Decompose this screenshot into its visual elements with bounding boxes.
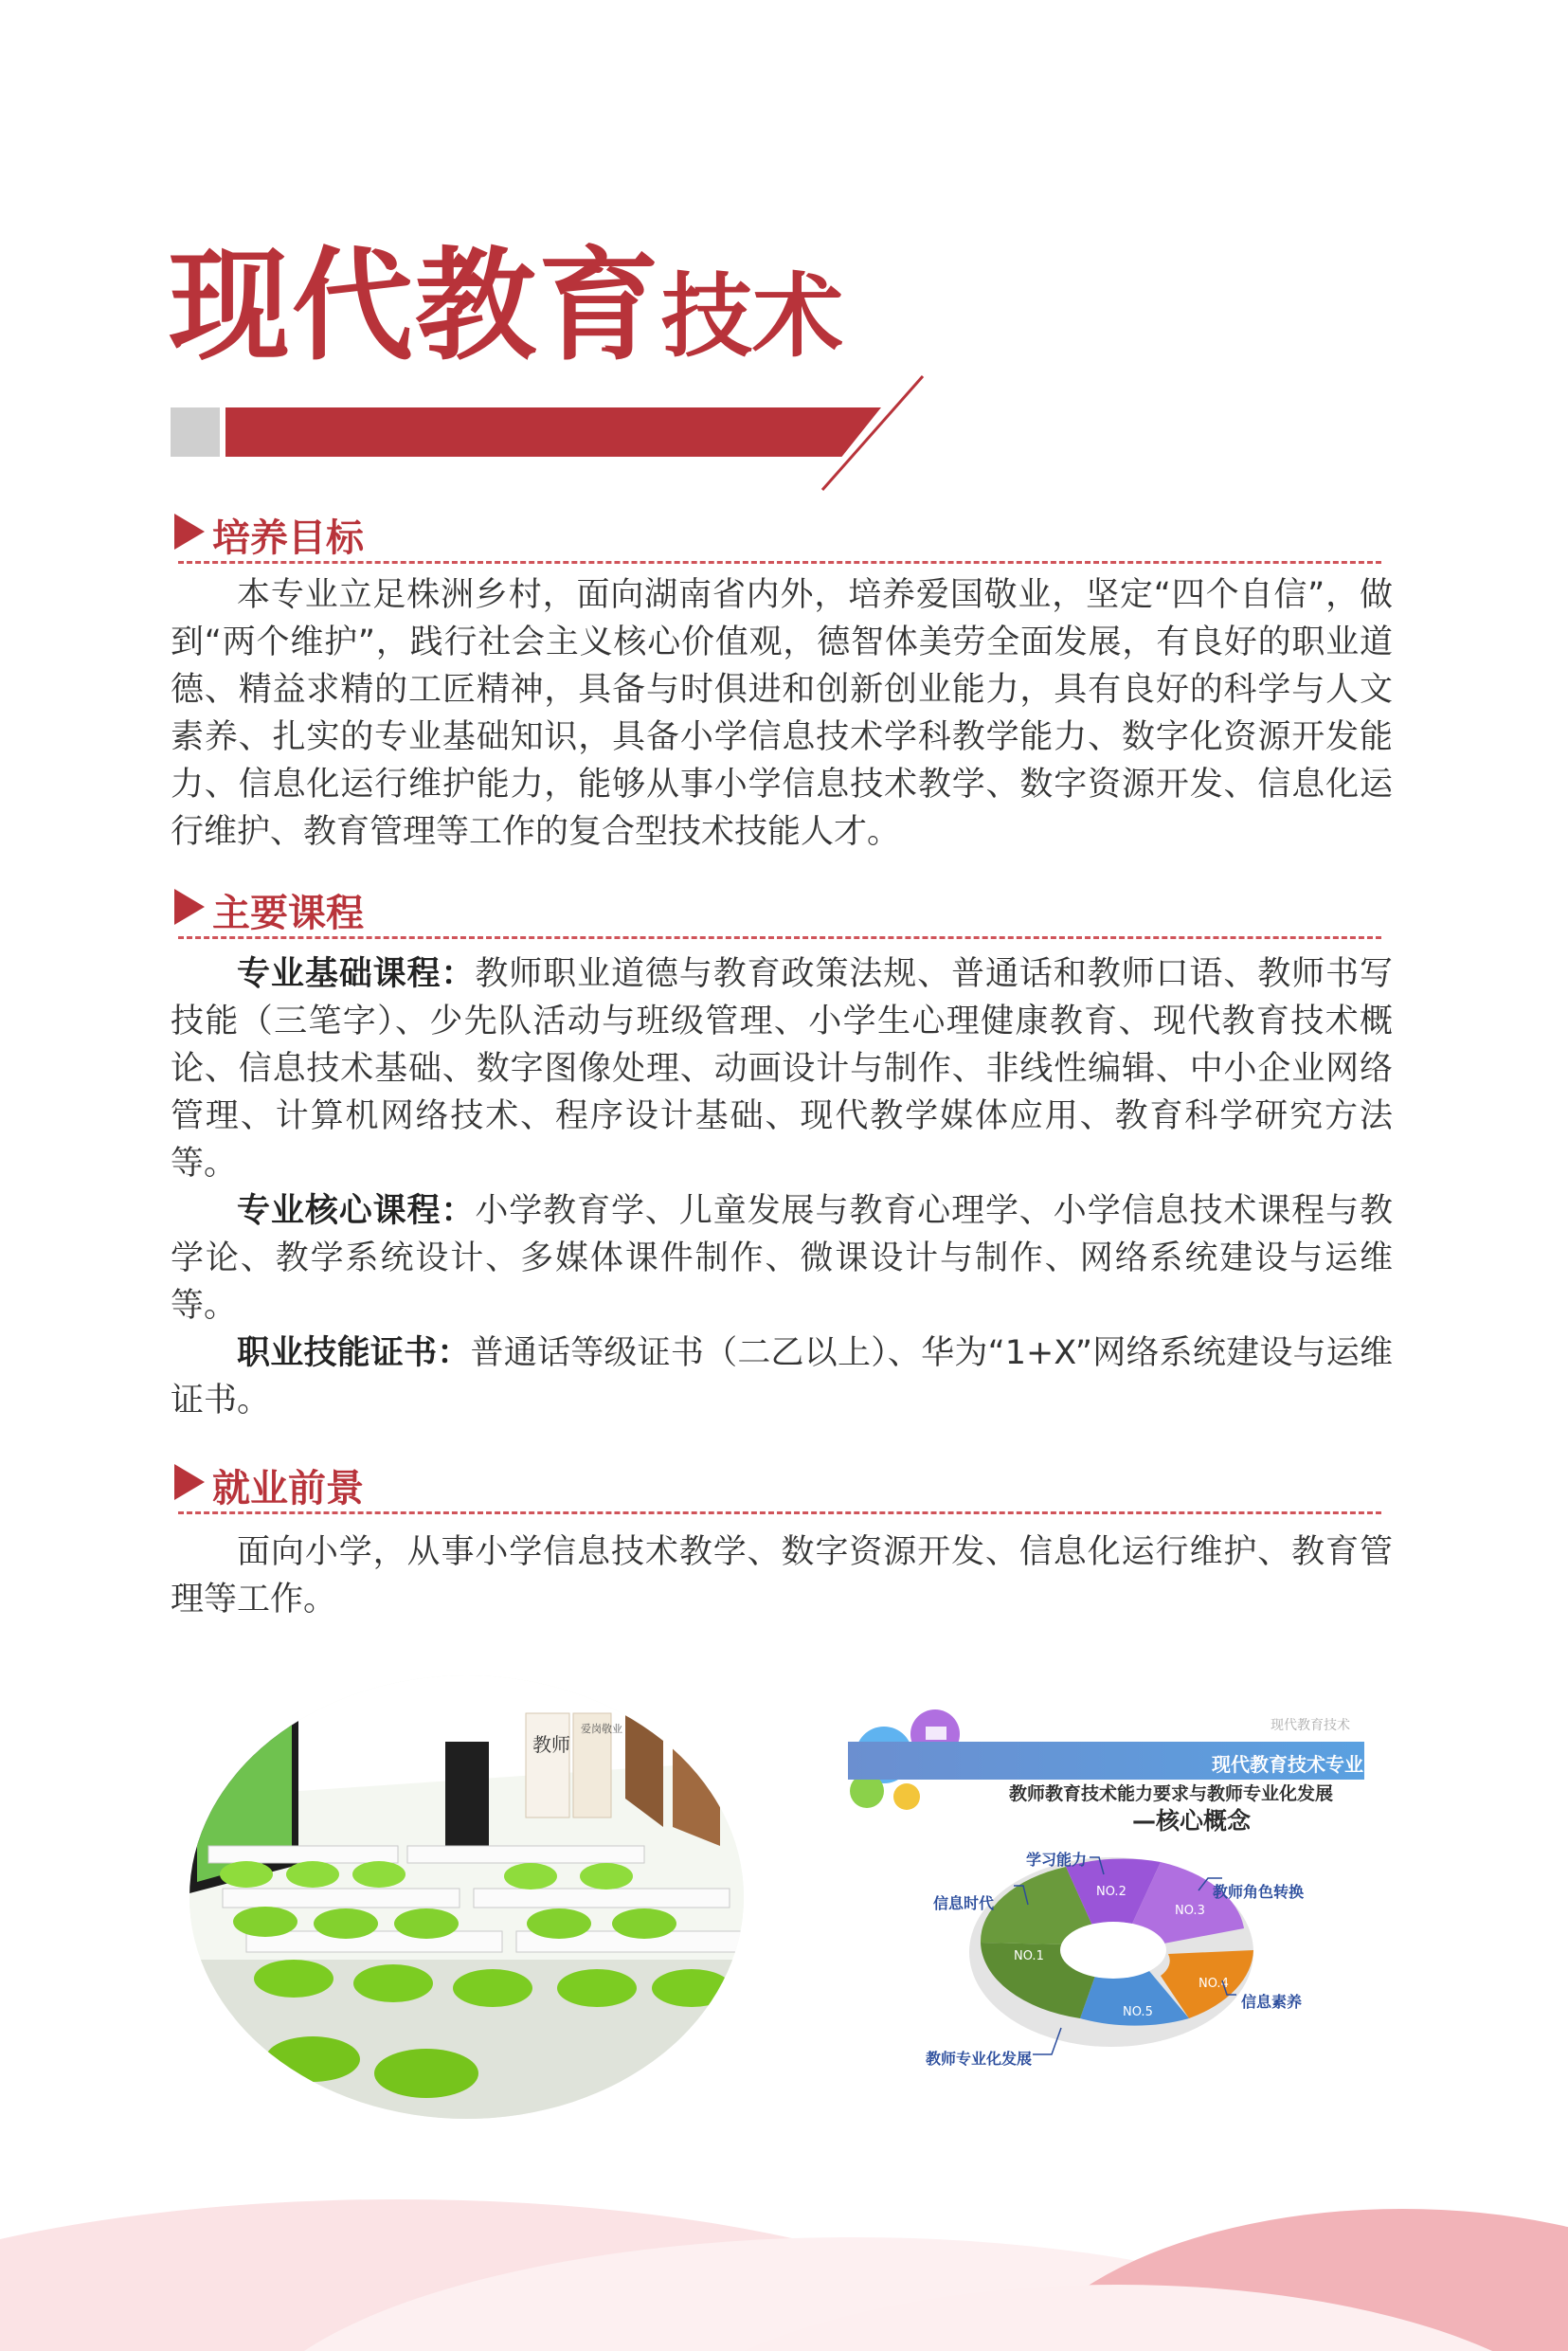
page-title-suffix: 技术 [661,263,844,370]
segment-label-no5: NO.5 [1123,2005,1153,2019]
section-goal-heading [171,504,1402,561]
label-info-literacy: 信息素养 [1241,1993,1303,2011]
certificate-paragraph [171,1329,1393,1424]
dashed-divider [178,561,1381,564]
section-courses-title: 主要课程 [212,892,364,935]
core-courses-paragraph [171,1187,1393,1329]
triangle-bullet-icon [174,889,205,925]
section-career-title: 就业前景 [212,1467,364,1510]
page-title [169,236,844,377]
concept-chart-card [848,1706,1379,2094]
title-slash [817,374,930,493]
career-paragraph: 面向小学，从事小学信息技术教学、数字资源开发、信息化运行维护、教育管理等工作。 [171,1533,1393,1619]
classroom-photo [189,1675,744,2119]
chart-core-concept: —核心概念 [1132,1807,1252,1835]
title-bar-gray [171,407,220,457]
label-info-era: 信息时代 [933,1894,995,1912]
triangle-bullet-icon [174,514,205,550]
basic-courses-paragraph [171,950,1393,1187]
segment-label-no3: NO.3 [1175,1904,1205,1918]
goal-paragraph: 本专业立足株洲乡村，面向湖南省内外，培养爱国敬业，坚定“四个自信”，做到“两个维护”，践行社会主义核心价值观，德智体美劳全面发展，有良好的职业道德、精益求精的工匠精神，具备与时俱进和创新创业能力，具有良好的科学与人文素养、扎实的专业基础知识，具备小学信息技术学科教学能力、数字化资源开发能力、信息化运行维护能力，能够从事小学信息技术教学、数字资源开发、信息化运行维护、教育管理等工作的复合型技术技能人才。 [171,576,1393,851]
label-learning-ability: 学习能力 [1026,1851,1088,1869]
triangle-bullet-icon [174,1464,205,1500]
title-bar-red [225,407,881,457]
basic-courses-label: 专业基础课程： [237,955,476,993]
chart-subtitle: 教师教育技术能力要求与教师专业化发展 [1009,1783,1334,1804]
section-career-heading [171,1455,1402,1511]
segment-label-no4: NO.4 [1199,1977,1229,1991]
section-courses-heading [171,879,1402,936]
label-teacher-role: 教师角色转换 [1213,1883,1305,1901]
segment-label-no2: NO.2 [1096,1885,1126,1899]
classroom-sign-text: 教师 [532,1733,570,1756]
certificate-label: 职业技能证书： [237,1334,471,1372]
classroom-sign-text-2: 爱岗敬业 [581,1723,622,1735]
dashed-divider [178,1511,1381,1514]
chart-banner-text: 现代教育技术专业 [1212,1753,1363,1776]
basic-courses-text: 教师职业道德与教育政策法规、普通话和教师口语、教师书写技能（三笔字）、少先队活动与班级管理、小学生心理健康教育、现代教育技术概论、信息技术基础、数字图像处理、动画设计与制作、非线性编辑、中小企业网络管理、计算机网络技术、程序设计基础、现代教学媒体应用、教育科学研究方法等。 [171,955,1393,1183]
core-courses-text: 小学教育学、儿童发展与教育心理学、小学信息技术课程与教学论、教学系统设计、多媒体课件制作、微课设计与制作、网络系统建设与运维等。 [171,1192,1393,1325]
label-professional-dev: 教师专业化发展 [926,2050,1033,2068]
core-courses-label: 专业核心课程： [237,1192,476,1230]
dashed-divider [178,936,1381,939]
bottom-decoration [0,2161,1568,2351]
segment-label-no1: NO.1 [1014,1949,1044,1963]
page-title-main: 现代教育 [169,236,662,377]
certificate-text: 普通话等级证书（二乙以上）、华为“1+X”网络系统建设与运维证书。 [171,1334,1393,1420]
section-goal-title: 培养目标 [212,516,364,560]
chart-watermark: 现代教育技术 [1271,1718,1350,1733]
